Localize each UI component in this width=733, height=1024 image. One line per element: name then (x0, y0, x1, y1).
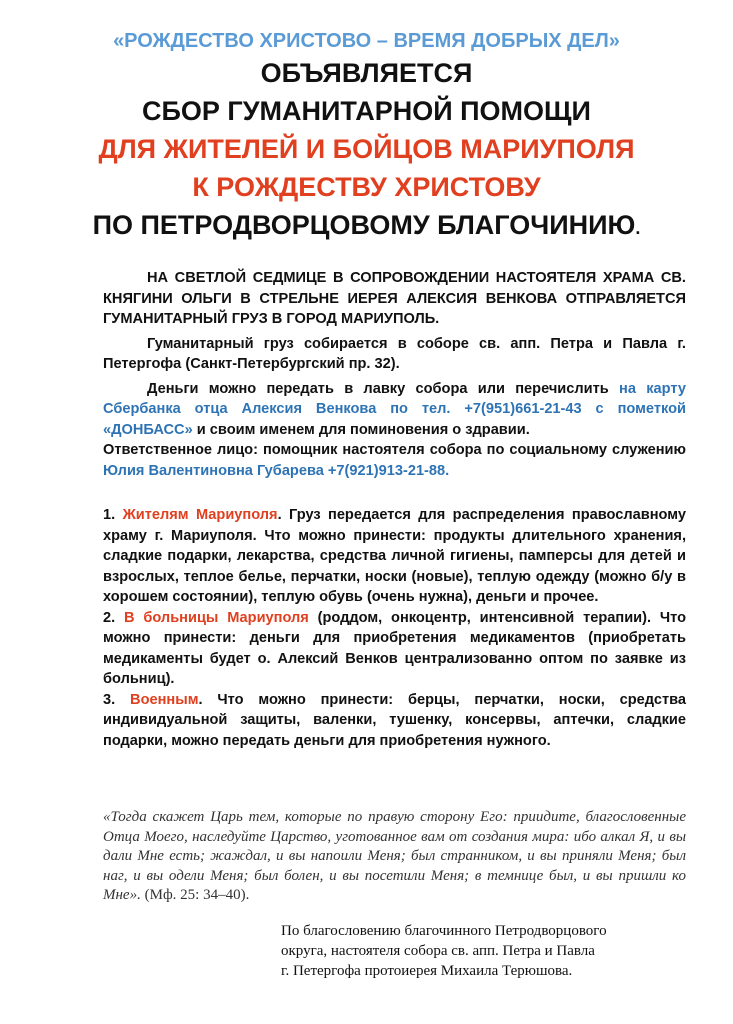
spacer (103, 481, 686, 505)
item-number: 2. (103, 609, 124, 626)
header-line-1: ОБЪЯВЛЯЕТСЯ (260, 58, 473, 88)
item-title: В больницы Мариуполя (124, 609, 309, 626)
header-line-3: ДЛЯ ЖИТЕЛЕЙ И БОЙЦОВ МАРИУПОЛЯ (98, 134, 635, 164)
intro-paragraph-2: Гуманитарный груз собирается в соборе св. апп. Петра и Павла г. Петергофа (Санкт-Петербургский пр. 32). (103, 335, 686, 372)
blessing-signature (281, 921, 681, 981)
blessing-line-1: По благословению благочинного Петродворцового (281, 923, 607, 939)
donation-note: и своим именем для поминовения о здравии. (192, 421, 530, 438)
item-number: 1. (103, 507, 123, 523)
card-details: на карту Сбербанка отца Алексия Венкова по тел. +7(951)661-21-43 с пометкой «ДОНБАСС» (103, 380, 686, 438)
header-subtitle: «РОЖДЕСТВО ХРИСТОВО – ВРЕМЯ ДОБРЫХ ДЕЛ» (113, 30, 620, 52)
item-number: 3. (103, 691, 131, 708)
quote-reference: (Мф. 25: 34–40). (140, 887, 250, 903)
contact-paragraph (103, 440, 686, 481)
header-line-5-text: ПО ПЕТРОДВОРЦОВОМУ БЛАГОЧИНИЮ (92, 210, 636, 240)
item-text: . Груз передается для распределения православному храму г. Мариуполя. Что можно принести: продукты длительного хранения, сладкие подарки, лекарства, средства личной гигиены, памперсы для детей и взрослых, теплое белье, перчатки, носки (новые), теплую одежду (можно б/у в хорошем состоянии), теплую обувь (очень нужна), деньги и прочее. (103, 507, 686, 605)
body-text (103, 268, 686, 751)
header-line-5 (0, 206, 733, 247)
list-item (103, 608, 686, 690)
scripture-quote (103, 808, 686, 906)
item-text: . Что можно принести: берцы, перчатки, носки, средства индивидуальной защиты, валенки, тушенку, консервы, аптечки, сладкие подарки, можно передать деньги для приобретения нужного. (103, 691, 686, 749)
item-title: Военным (130, 691, 199, 708)
announcement-header (0, 28, 733, 247)
contact-person: Юлия Валентиновна Губарева +7(921)913-21-88. (103, 462, 450, 479)
blessing-line-2: округа, настоятеля собора св. апп. Петра и Павла (281, 943, 595, 959)
quote-text: «Тогда скажет Царь тем, которые по правую сторону Его: приидите, благословенные Отца Моего, наследуйте Царство, уготованное вам от создания мира: ибо алкал Я, и вы дали Мне есть; жаждал, и вы напоили Меня; был странником, и вы приняли Меня; был наг, и вы одели Меня; был болен, и вы посетили Меня; в темнице был, и вы пришли ко Мне». (103, 809, 686, 903)
item-title: Жителям Мариуполя (122, 507, 278, 523)
header-line-4: К РОЖДЕСТВУ ХРИСТОВУ (192, 172, 541, 202)
intro-paragraph-1: НА СВЕТЛОЙ СЕДМИЦЕ В СОПРОВОЖДЕНИИ НАСТОЯТЕЛЯ ХРАМА СВ. КНЯГИНИ ОЛЬГИ В СТРЕЛЬНЕ ИЕРЕЯ АЛЕКСИЯ ВЕНКОВА ОТПРАВЛЯЕТСЯ ГУМАНИТАРНЫЙ ГРУЗ В ГОРОД МАРИУПОЛЬ. (103, 270, 686, 327)
contact-label: Ответственное лицо: помощник настоятеля собора по социальному служению (103, 442, 686, 458)
blessing-line-3: г. Петергофа протоиерея Михаила Терюшова. (281, 963, 573, 979)
item-text: (роддом, онкоцентр, интенсивной терапии). Что можно принести: деньги для приобретения медикаментов (приобретать медикаменты будет о. Алексий Венков централизованно оптом по заявке из больниц). (103, 609, 686, 687)
list-item (103, 690, 686, 752)
header-line-2: СБОР ГУМАНИТАРНОЙ ПОМОЩИ (142, 96, 591, 126)
donation-text: Деньги можно передать в лавку собора или перечислить (147, 380, 620, 397)
intro-paragraph-3 (103, 379, 686, 441)
header-line-5-dot: . (635, 218, 641, 238)
list-item (103, 505, 686, 608)
